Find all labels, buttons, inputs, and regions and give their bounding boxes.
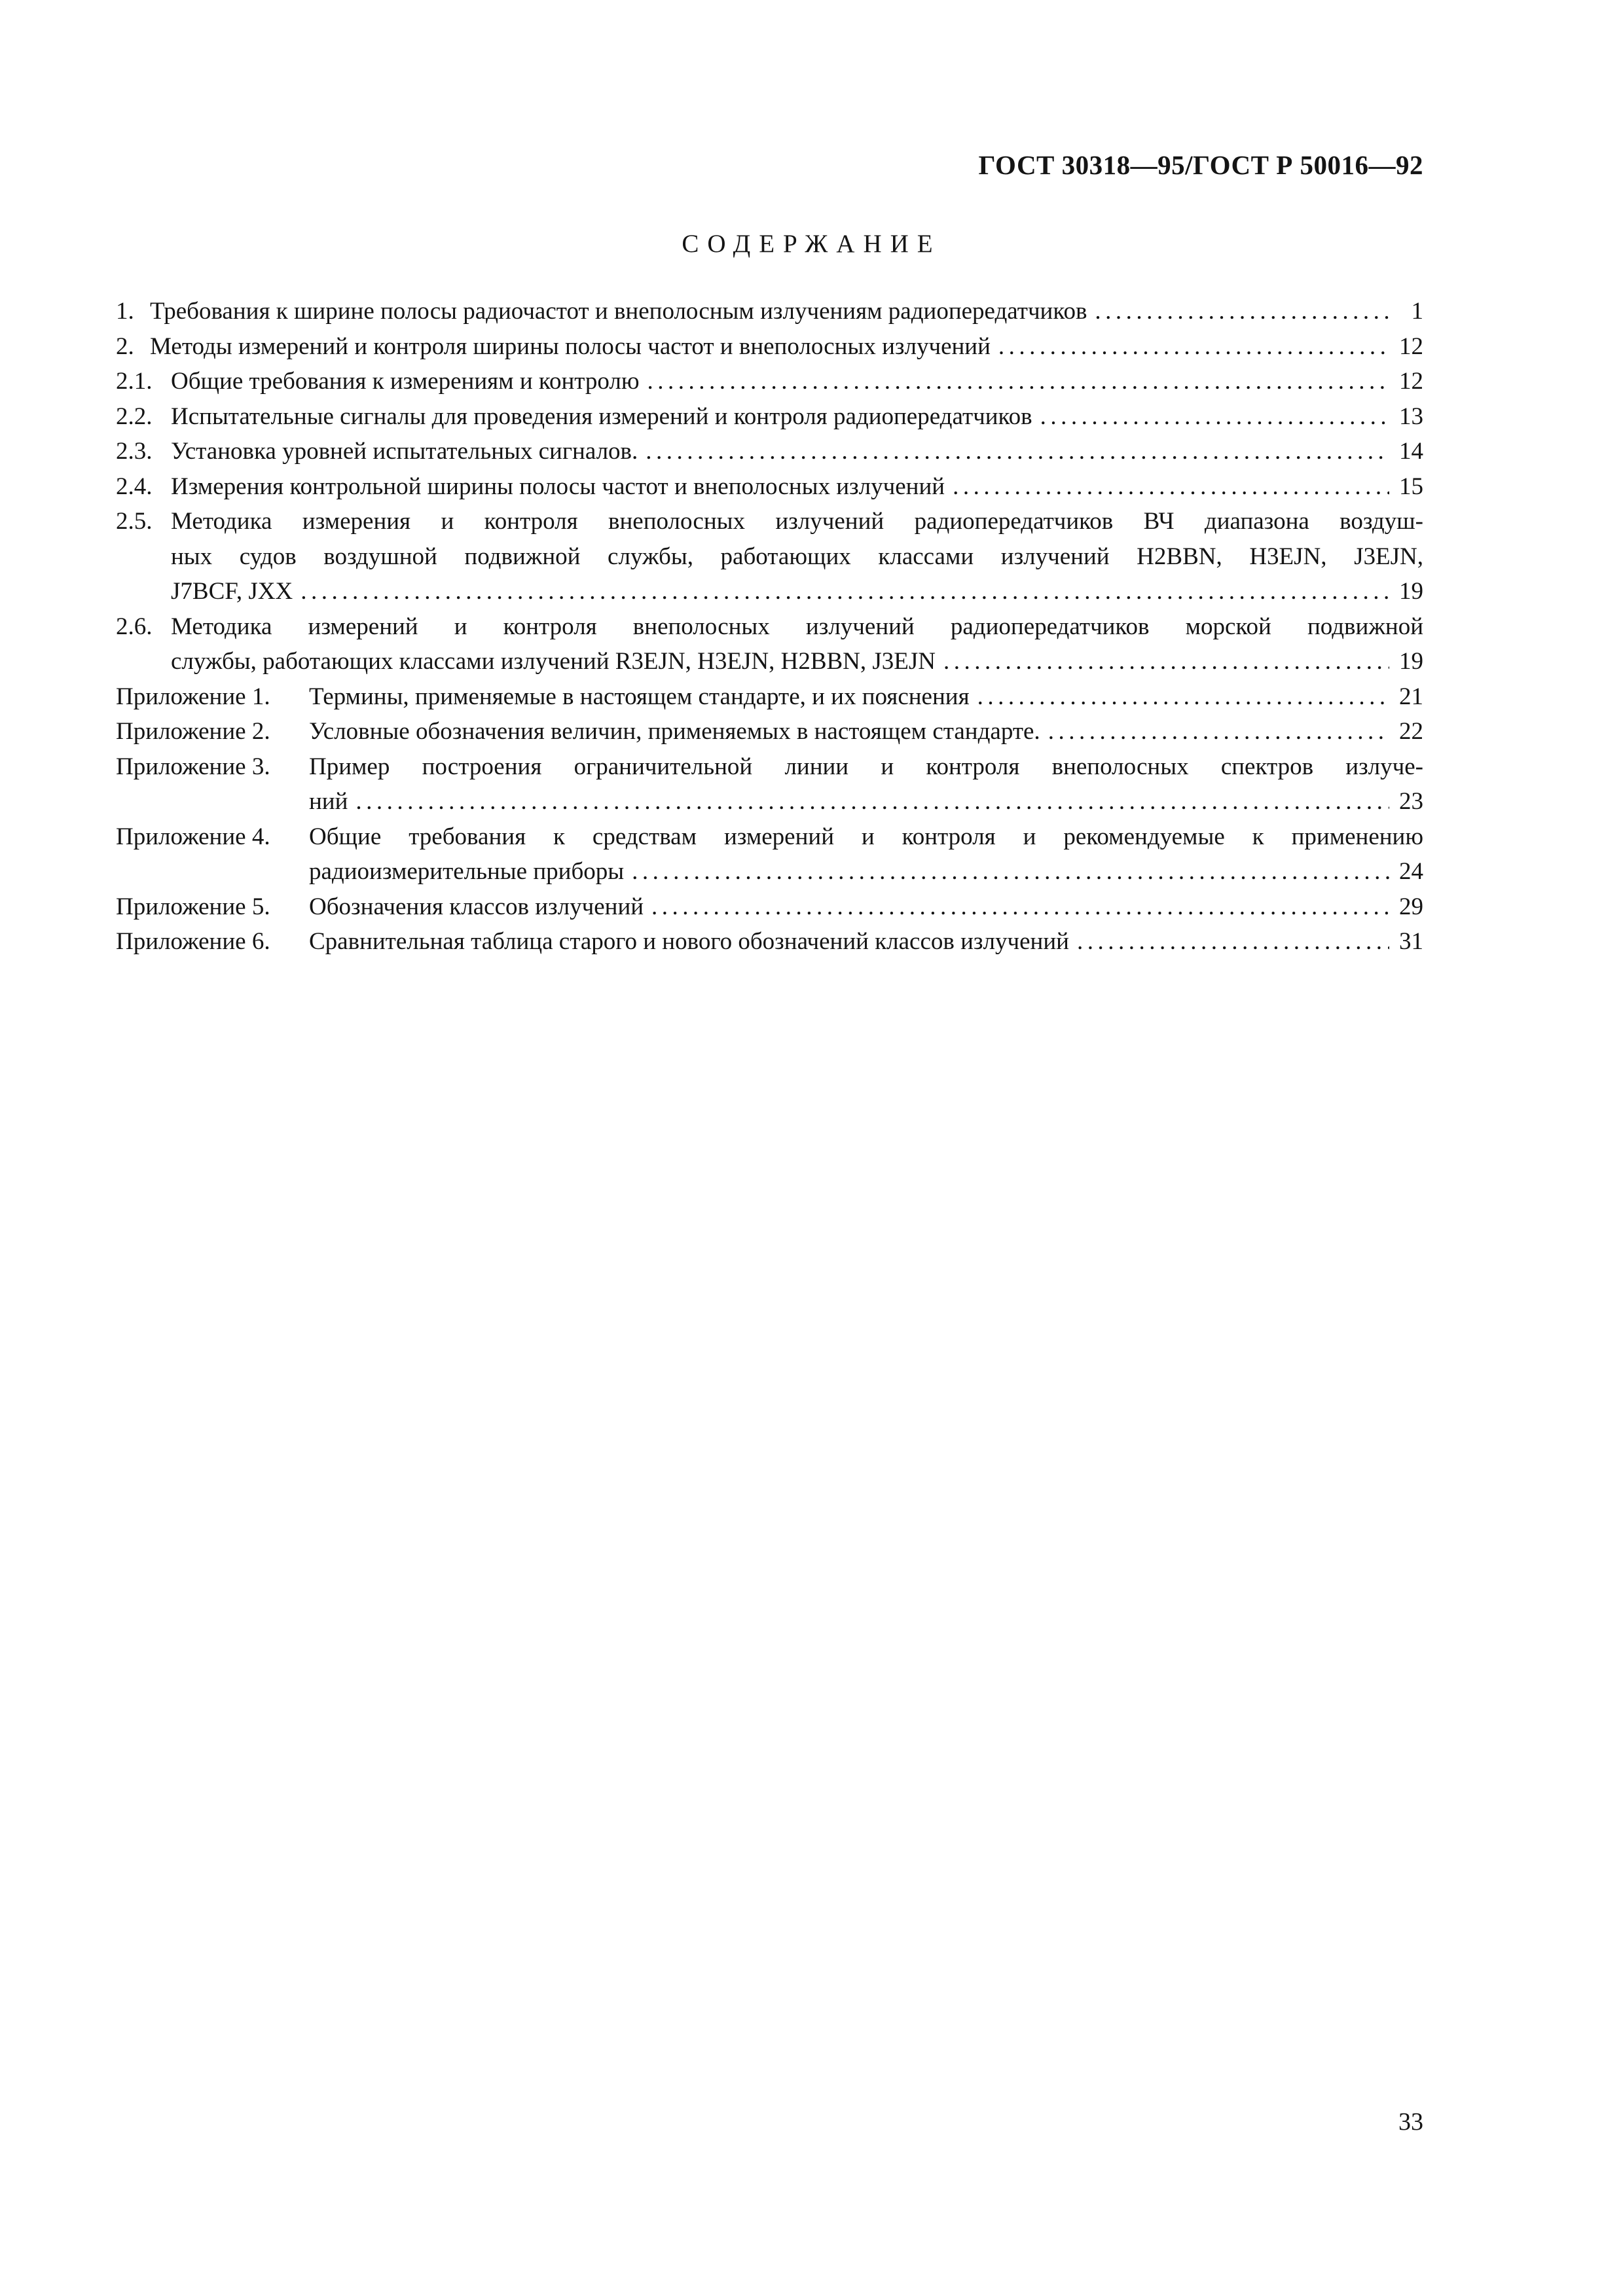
toc-entry-text: J7BCF, JXX [171,578,293,605]
toc-entry-number: Приложение 3. [116,753,270,780]
toc-leader-dots [647,364,1389,399]
toc-entry [116,469,1423,505]
toc-page-number: 24 [1399,858,1423,885]
toc-entry [116,364,1423,399]
toc-page-number: 31 [1399,928,1423,955]
toc-entry [116,609,1423,679]
toc-entry-line: Методика измерения и контроля внеполосных излучений радиопередатчиков ВЧ диапазона воздуш- [171,508,1423,535]
toc-entry [116,294,1423,329]
toc-entry-number: Приложение 2. [116,718,270,745]
toc-page-number: 29 [1399,893,1423,920]
toc-leader-dots [953,469,1389,505]
table-of-contents [116,294,1423,960]
toc-entry [116,889,1423,925]
toc-page-number: 15 [1399,473,1423,500]
toc-entry-number: Приложение 5. [116,893,270,920]
toc-leader-dots [632,854,1389,889]
toc-entry-text: Общие требования к измерениям и контролю [171,368,640,395]
toc-entry-number: 2.4. [116,473,153,500]
toc-entry [116,504,1423,609]
toc-leader-dots [1095,294,1389,329]
toc-entry [116,819,1423,889]
toc-entry-text: Термины, применяемые в настоящем стандарте, и их пояснения [309,683,970,710]
toc-entry-number: 1. [116,298,134,325]
toc-leader-dots [1040,399,1389,435]
toc-page-number: 12 [1399,368,1423,395]
toc-entry [116,714,1423,749]
toc-leader-dots [977,679,1389,715]
toc-entry-line: ных судов воздушной подвижной службы, работающих классами излучений H2BBN, H3EJN, J3EJN, [171,543,1423,570]
toc-entry-text: Установка уровней испытательных сигналов. [171,438,638,465]
toc-entry-number: 2.6. [116,613,153,640]
toc-entry [116,924,1423,960]
toc-page-number: 21 [1399,683,1423,710]
toc-page-number: 13 [1399,403,1423,430]
toc-entry-body [150,294,1423,329]
toc-entry-last-line [171,469,1423,505]
toc-entry-number: 2. [116,332,134,360]
toc-entry-body [309,924,1423,960]
toc-entry-line: Общие требования к средствам измерений и контроля и рекомендуемые к применению [309,823,1423,850]
toc-entry-text: Испытательные сигналы для проведения измерений и контроля радиопередатчиков [171,403,1032,430]
toc-leader-dots [1048,714,1389,749]
toc-page-number: 23 [1399,788,1423,815]
toc-entry-last-line [309,924,1423,960]
toc-leader-dots [1077,924,1389,960]
toc-entry-text: Условные обозначения величин, применяемых в настоящем стандарте. [309,718,1040,745]
toc-entry-body [309,889,1423,925]
toc-entry-body [150,329,1423,365]
toc-entry [116,749,1423,819]
toc-page-number: 22 [1399,718,1423,745]
toc-entry-last-line [309,784,1423,819]
toc-entry-text: Методы измерений и контроля ширины полосы частот и внеполосных излучений [150,332,991,360]
toc-entry-text: Требования к ширине полосы радиочастот и внеполосным излучениям радиопередатчиков [150,298,1087,325]
toc-page-number: 12 [1399,332,1423,360]
toc-entry-number: 2.5. [116,508,153,535]
toc-page-number: 19 [1399,578,1423,605]
toc-title: СОДЕРЖАНИЕ [682,230,941,258]
toc-page-number: 1 [1411,298,1423,325]
toc-entry-last-line [171,399,1423,435]
toc-entry-number: Приложение 4. [116,823,270,850]
toc-entry-body [309,679,1423,715]
toc-entry-last-line [150,294,1423,329]
standard-header: ГОСТ 30318—95/ГОСТ Р 50016—92 [978,150,1423,180]
toc-entry [116,329,1423,365]
toc-entry-line: Пример построения ограничительной линии и контроля внеполосных спектров излуче- [309,753,1423,780]
toc-leader-dots [943,644,1389,679]
toc-entry-text: Сравнительная таблица старого и нового обозначений классов излучений [309,928,1069,955]
toc-entry-number: 2.1. [116,368,153,395]
toc-entry-body [171,469,1423,505]
toc-entry-number: 2.2. [116,403,153,430]
toc-page-number: 14 [1399,438,1423,465]
toc-entry-body [309,819,1423,889]
toc-leader-dots [998,329,1389,365]
toc-leader-dots [651,889,1389,925]
toc-entry-last-line [309,714,1423,749]
toc-leader-dots [646,434,1389,469]
toc-entry-last-line [309,679,1423,715]
toc-entry [116,679,1423,715]
toc-entry-last-line [309,854,1423,889]
toc-entry-body [171,609,1423,679]
toc-entry-last-line [171,434,1423,469]
toc-entry-text: Обозначения классов излучений [309,893,644,920]
toc-entry-text: Измерения контрольной ширины полосы частот и внеполосных излучений [171,473,945,500]
toc-entry-last-line [171,644,1423,679]
toc-leader-dots [356,784,1389,819]
toc-entry-line: Методика измерений и контроля внеполосных излучений радиопередатчиков морской подвижной [171,613,1423,640]
toc-entry-number: 2.3. [116,438,153,465]
toc-entry-body [309,749,1423,819]
toc-entry-number: Приложение 6. [116,928,270,955]
toc-entry-body [171,504,1423,609]
toc-entry-last-line [309,889,1423,925]
toc-page-number: 19 [1399,648,1423,675]
toc-leader-dots [301,574,1389,609]
toc-entry-last-line [150,329,1423,365]
toc-entry-text: службы, работающих классами излучений R3EJN, H3EJN, H2BBN, J3EJN [171,648,936,675]
page-number: 33 [1398,2108,1423,2136]
toc-entry-text: ний [309,788,348,815]
toc-entry-body [309,714,1423,749]
toc-entry-last-line [171,574,1423,609]
toc-entry-text: радиоизмерительные приборы [309,858,625,885]
toc-entry [116,399,1423,435]
toc-entry-body [171,434,1423,469]
toc-entry [116,434,1423,469]
toc-entry-last-line [171,364,1423,399]
toc-entry-number: Приложение 1. [116,683,270,710]
toc-entry-body [171,399,1423,435]
toc-entry-body [171,364,1423,399]
